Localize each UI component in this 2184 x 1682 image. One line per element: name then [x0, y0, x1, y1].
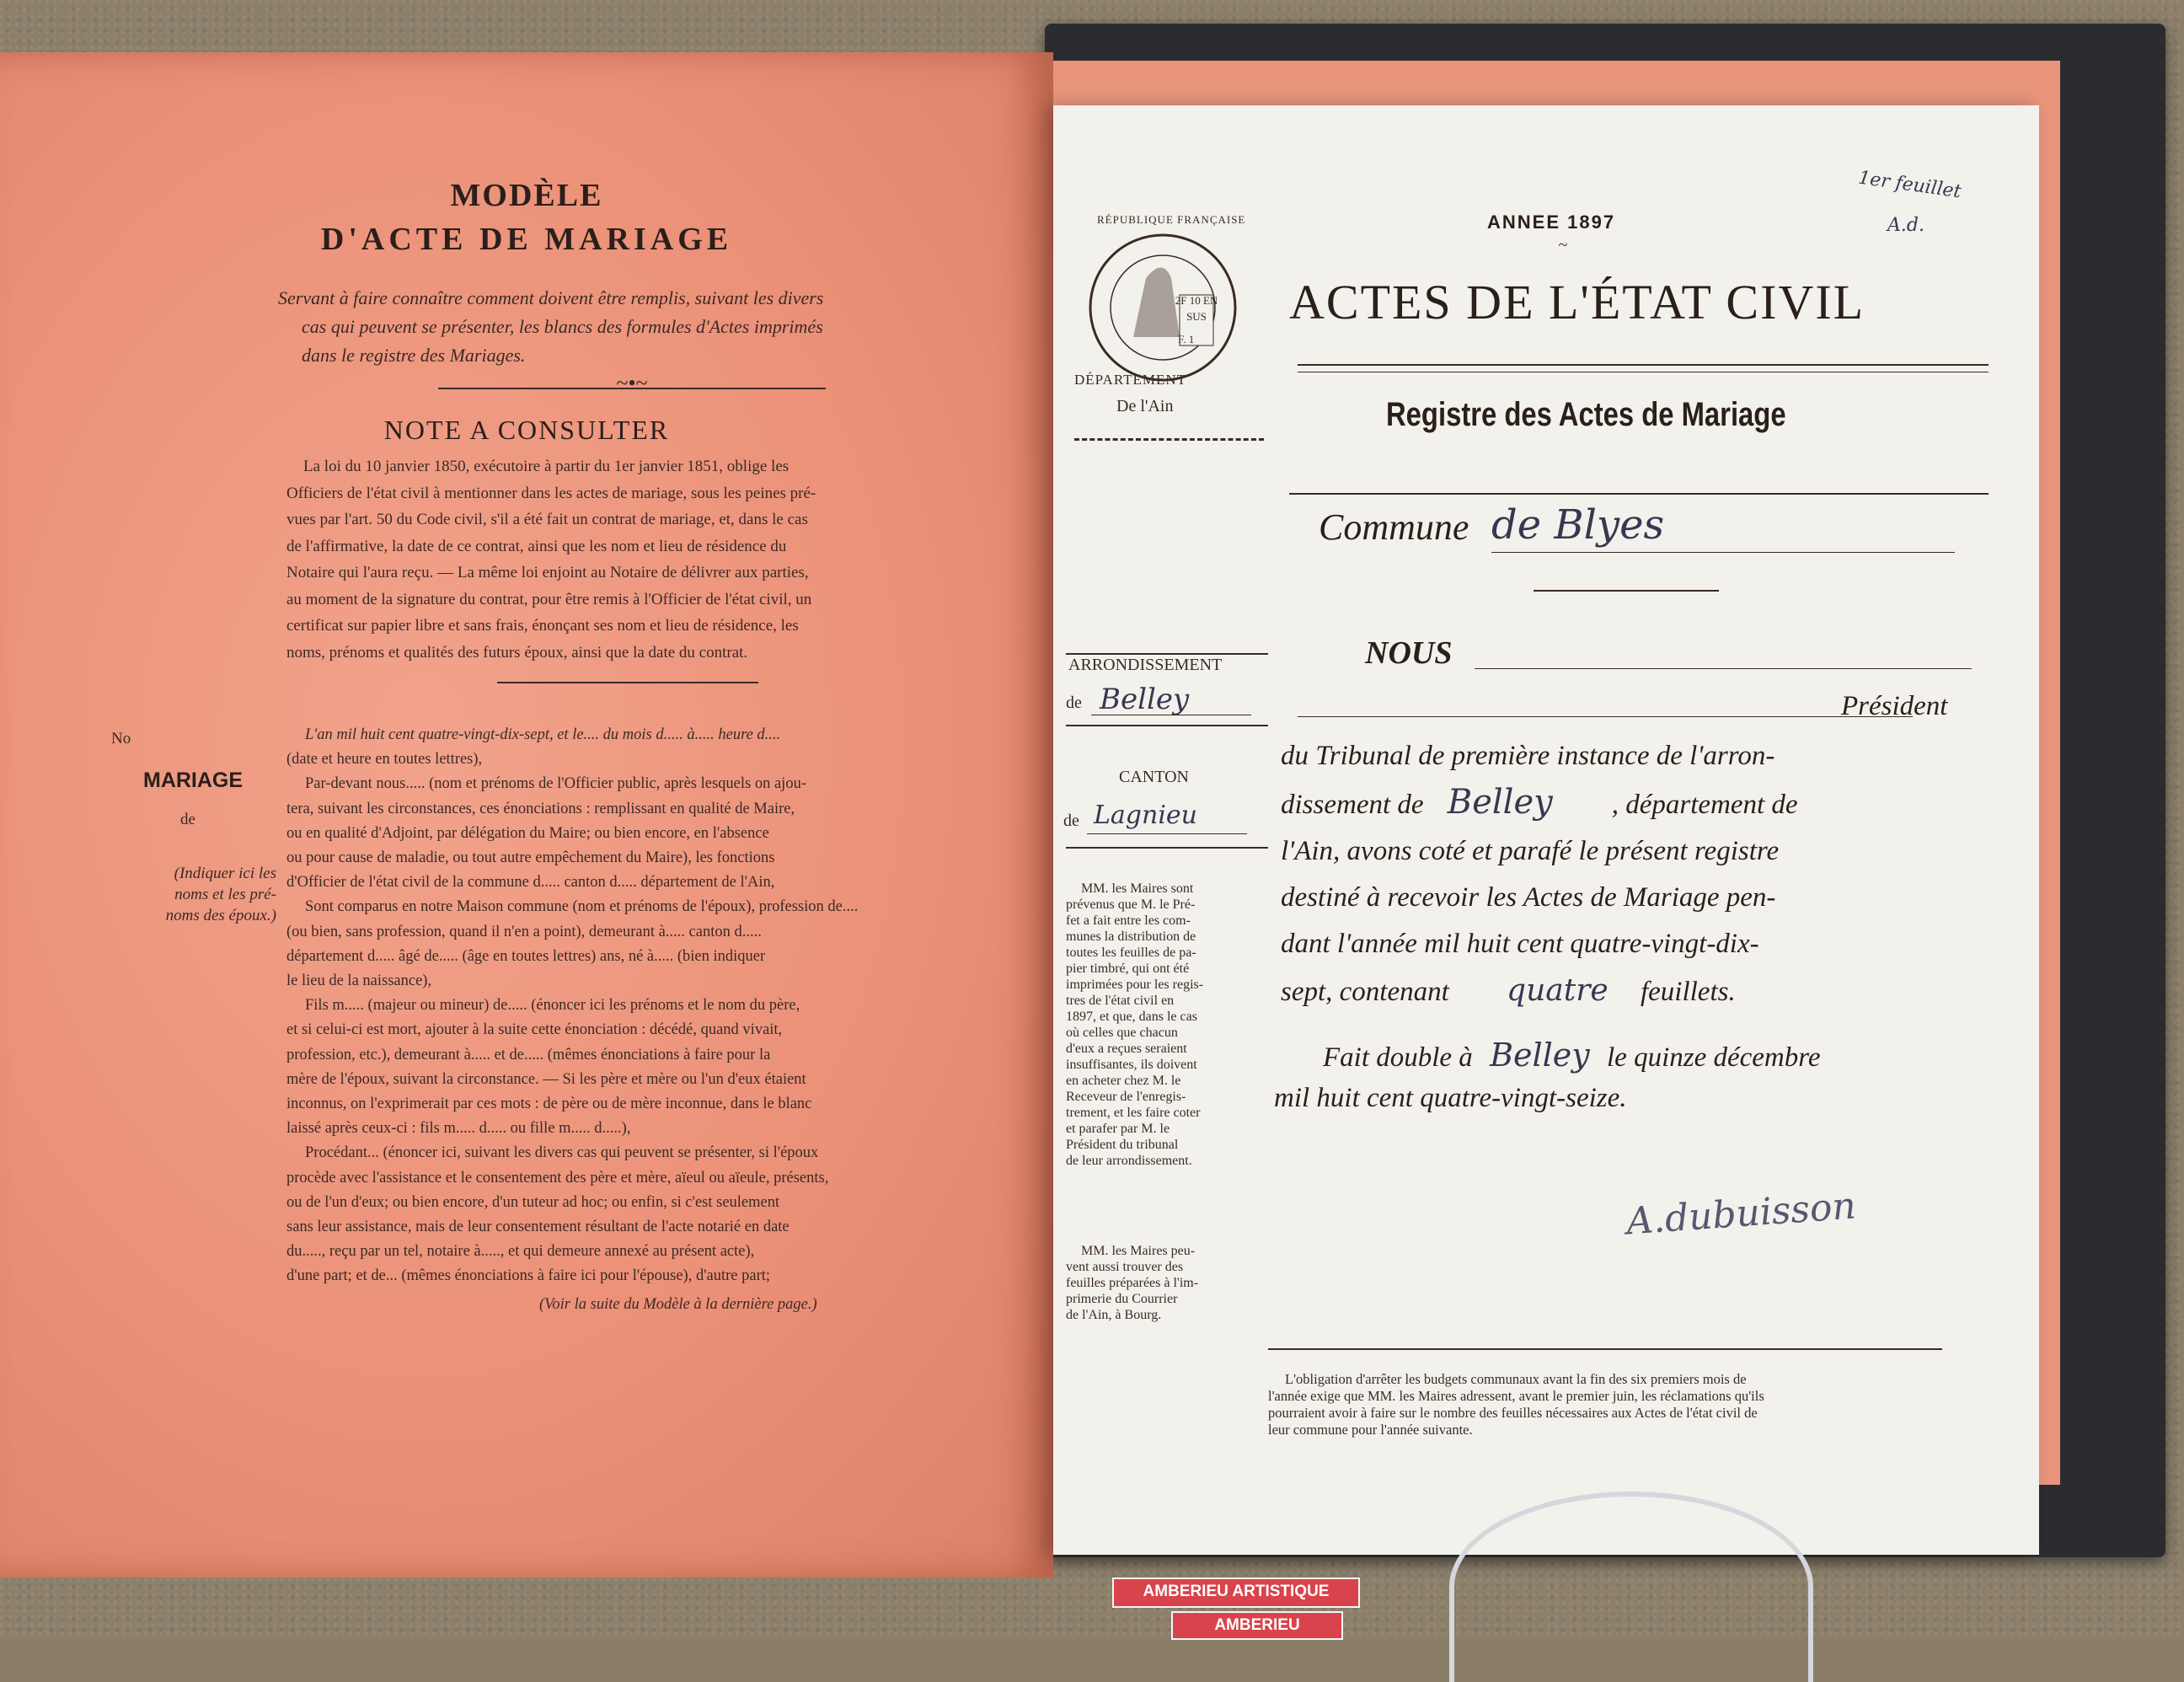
department-label: DÉPARTEMENT: [1074, 372, 1187, 388]
body-line: département d..... âgé de..... (âge en toutes lettres) ans, né à..... (bien indiquer: [286, 947, 766, 965]
arr-top-rule: [1066, 653, 1268, 655]
maires-line: de leur arrondissement.: [1066, 1154, 1192, 1168]
body-line: profession, etc.), demeurant à..... et de..... (mêmes énonciations à faire pour la: [286, 1046, 771, 1063]
maires-line: vent aussi trouver des: [1066, 1260, 1184, 1274]
text-line: du Tribunal de première instance de l'arron-: [1281, 741, 1775, 771]
maires-line: prévenus que M. le Pré-: [1066, 897, 1196, 912]
maires-note-2: [1066, 1243, 1268, 1323]
text-line: [1281, 779, 1984, 828]
footer-line: L'obligation d'arrêter les budgets communaux avant la fin des six premiers mois de: [1285, 1371, 1747, 1387]
footer-line: pourraient avoir à faire sur le nombre des feuilles nécessaires aux Actes de l'état civil de: [1268, 1405, 1758, 1421]
body-line: procède avec l'assistance et le consentement des père et mère, aïeul ou aïeule, présents,: [286, 1169, 829, 1187]
model-body: [286, 723, 994, 1317]
subtitle-line: cas qui peuvent se présenter, les blancs des formules d'Actes imprimés: [302, 316, 823, 337]
maires-line: et parafer par M. le: [1066, 1122, 1170, 1136]
text-fragment: dissement de: [1281, 790, 1424, 820]
maires-line: tres de l'état civil en: [1066, 994, 1175, 1008]
maires-line: toutes les feuilles de pa-: [1066, 945, 1196, 960]
note-line: La loi du 10 janvier 1850, exécutoire à partir du 1er janvier 1851, oblige les: [303, 458, 790, 475]
maires-line: trement, et les faire coter: [1066, 1106, 1201, 1120]
maires-line: de l'Ain, à Bourg.: [1066, 1308, 1162, 1322]
annotation-initials: A.d.: [1887, 215, 1924, 236]
year-header: ANNEE 1897: [1487, 212, 1616, 233]
note-line: de l'affirmative, la date de ce contrat, ainsi que les nom et lieu de résidence du: [286, 537, 787, 555]
registre-title: Registre des Actes de Mariage: [1386, 396, 1786, 433]
maires-line: Président du tribunal: [1066, 1138, 1179, 1152]
fait-label: Fait double à: [1323, 1042, 1473, 1073]
stamp-ring-text: RÉPUBLIQUE FRANÇAISE: [1097, 213, 1246, 226]
subtitle-block: [278, 284, 1003, 370]
ornament-1: ~•~: [616, 371, 648, 395]
body-line: Fils m..... (majeur ou mineur) de..... (énoncer ici les prénoms et le nom du père,: [305, 997, 800, 1015]
maires-line: pier timbré, qui ont été: [1066, 962, 1190, 976]
text-line: dant l'année mil huit cent quatre-vingt-dix-: [1281, 929, 1759, 959]
canton-rule: [1087, 833, 1247, 834]
body-line: Procédant... (énoncer ici, suivant les divers cas qui peuvent se présenter, si l'époux: [305, 1144, 819, 1162]
canton-de: de: [1063, 812, 1079, 830]
maires-line: où celles que chacun: [1066, 1026, 1178, 1040]
note-block: [286, 453, 1003, 666]
body-footer: (Voir la suite du Modèle à la dernière page.): [539, 1295, 817, 1313]
margin-note: [108, 863, 276, 926]
body-line: et si celui-ci est mort, ajouter à la suite cette énonciation : décédé, quand vivait,: [286, 1021, 783, 1039]
title-rule-1: [1298, 364, 1989, 366]
dept-rule: [1074, 438, 1264, 441]
arr-bottom-rule: [1066, 725, 1268, 726]
left-title-1: MODÈLE: [450, 178, 603, 213]
body-line: ou en qualité d'Adjoint, par délégation du Maire; ou bien encore, en l'absence: [286, 824, 769, 842]
text-fragment: , département de: [1611, 790, 1798, 820]
maires-line: MM. les Maires peu-: [1081, 1244, 1196, 1258]
arr-label: ARRONDISSEMENT: [1068, 656, 1223, 674]
note-line: vues par l'art. 50 du Code civil, s'il a été fait un contrat de mariage, et, dans le cas: [286, 511, 808, 528]
canton-handwritten: Lagnieu: [1094, 801, 1198, 830]
text-line: destiné à recevoir les Actes de Mariage pen-: [1281, 882, 1776, 913]
maires-line: primerie du Courrier: [1066, 1292, 1178, 1306]
maires-line: d'eux a reçues seraient: [1066, 1042, 1187, 1056]
maires-line: 1897, et que, dans le cas: [1066, 1010, 1197, 1024]
body-line: laissé après ceux-ci : fils m..... d..... ou fille m..... d.....),: [286, 1120, 631, 1138]
handwritten-quatre: quatre: [1507, 973, 1609, 1008]
text-fragment: sept, contenant: [1281, 977, 1449, 1007]
maires-line: feuilles préparées à l'im-: [1066, 1276, 1199, 1290]
main-title: ACTES DE L'ÉTAT CIVIL: [1289, 275, 1866, 329]
maires-line: fet a fait entre les com-: [1066, 913, 1191, 928]
maires-line: en acheter chez M. le: [1066, 1074, 1181, 1088]
commune-label: Commune: [1319, 506, 1469, 548]
ornament-rule-2: [497, 682, 758, 683]
registre-rule: [1289, 493, 1989, 495]
margin-note-line: noms et les pré-: [174, 886, 276, 903]
body-line: (ou bien, sans profession, quand il n'en a point), demeurant à..... canton d.....: [286, 923, 762, 940]
note-line: noms, prénoms et qualités des futurs époux, ainsi que la date du contrat.: [286, 643, 748, 662]
note-line: Notaire qui l'aura reçu. — La même loi enjoint au Notaire de délivrer aux parties,: [286, 564, 809, 581]
text-line: l'Ain, avons coté et parafé le présent registre: [1281, 836, 1780, 866]
body-line: L'an mil huit cent quatre-vingt-dix-sept, et le.... du mois d..... à..... heure d....: [305, 726, 781, 743]
maires-line: insuffisantes, ils doivent: [1066, 1058, 1197, 1072]
archive-tab-2: AMBERIEU: [1171, 1611, 1343, 1640]
footer-line: l'année exige que MM. les Maires adressent, avant le premier juin, les réclamations qu'ils: [1268, 1388, 1764, 1404]
margin-note-line: noms des époux.): [165, 907, 276, 924]
stamp-f: F. 1: [1178, 333, 1195, 346]
note-line: Officiers de l'état civil à mentionner dans les actes de mariage, sous les peines pré-: [286, 484, 816, 502]
body-line: mère de l'époux, suivant la circonstance. — Si les père et mère ou l'un d'eux étaient: [286, 1070, 806, 1088]
body-line: inconnus, on l'exprimerait par ces mots : de père ou de mère inconnue, dans le blanc: [286, 1095, 812, 1113]
text-fragment: feuillets.: [1640, 977, 1736, 1007]
body-line: ou de l'un d'eux; ou bien encore, d'un tuteur ad hoc; ou enfin, si c'est seulement: [286, 1193, 780, 1211]
department-name: De l'Ain: [1116, 397, 1174, 415]
left-page: [0, 52, 1053, 1578]
footer-note: [1268, 1371, 1951, 1438]
stamp-value: 2F 10 EN SUS: [1175, 294, 1218, 323]
text-line: [1281, 967, 1984, 1015]
margin-mariage: MARIAGE: [143, 769, 244, 792]
footer-line: leur commune pour l'année suivante.: [1268, 1422, 1473, 1438]
subtitle-line: dans le registre des Mariages.: [302, 345, 526, 366]
note-line: au moment de la signature du contrat, pour être remis à l'Officier de l'état civil, un: [286, 590, 812, 608]
nous-rule: [1475, 668, 1972, 669]
nous-label: NOUS: [1365, 635, 1453, 671]
arr-de: de: [1066, 694, 1082, 712]
annotation-feuillet: 1er feuillet: [1856, 167, 1962, 203]
commune-short-rule: [1534, 590, 1719, 592]
president-label: Président: [1841, 691, 1948, 721]
maires-note-1: [1066, 881, 1268, 1169]
signature: A.dubuisson: [1625, 1184, 1858, 1244]
main-text: [1281, 733, 1984, 1015]
canton-label: CANTON: [1119, 768, 1189, 786]
name-rule: [1298, 716, 1913, 717]
commune-rule: [1491, 552, 1955, 553]
arr-handwritten: Belley: [1100, 683, 1190, 716]
note-line: certificat sur papier libre et sans frais, énonçant ses nom et lieu de résidence, les: [286, 617, 799, 635]
maires-line: munes la distribution de: [1066, 929, 1196, 944]
body-line: tera, suivant les circonstances, ces énonciations : remplissant en qualité de Maire,: [286, 800, 795, 817]
margin-de: de: [180, 811, 195, 828]
body-line: sans leur assistance, mais de leur consentement résultant de l'acte notarié en date: [286, 1219, 790, 1236]
body-line: le lieu de la naissance),: [286, 972, 432, 990]
canton-bottom-rule: [1066, 847, 1268, 849]
footer-rule: [1268, 1348, 1942, 1350]
margin-note-line: (Indiquer ici les: [174, 865, 276, 882]
handwritten-belley: Belley: [1447, 783, 1553, 822]
handwritten-belley-2: Belley: [1490, 1037, 1590, 1074]
maires-line: imprimées pour les regis-: [1066, 978, 1204, 992]
body-line: Par-devant nous..... (nom et prénoms de l'Officier public, après lesquels on ajou-: [305, 775, 806, 793]
maires-line: MM. les Maires sont: [1081, 881, 1194, 896]
body-line: du....., reçu par un tel, notaire à....., et qui demeure annexé au présent acte),: [286, 1243, 755, 1261]
fait-line: [1323, 1037, 1997, 1074]
date-line-2: mil huit cent quatre-vingt-seize.: [1274, 1083, 1627, 1113]
left-title-2: D'ACTE DE MARIAGE: [320, 222, 733, 257]
maires-line: Receveur de l'enregis-: [1066, 1090, 1186, 1104]
body-line: d'une part; et de... (mêmes énonciations à faire ici pour l'épouse), d'autre part;: [286, 1267, 771, 1285]
margin-no: No: [111, 730, 131, 747]
archive-tab: AMBERIEU ARTISTIQUE: [1112, 1578, 1360, 1608]
body-line: ou pour cause de maladie, ou tout autre empêchement du Maire), les fonctions: [286, 849, 775, 867]
body-line: Sont comparus en notre Maison commune (nom et prénoms de l'époux), profession de....: [305, 898, 859, 916]
year-ornament: ~: [1558, 236, 1568, 254]
right-page: [1053, 105, 2039, 1555]
binding-string: [1449, 1492, 1813, 1682]
subtitle-line: Servant à faire connaître comment doivent être remplis, suivant les divers: [278, 287, 824, 308]
body-line: d'Officier de l'état civil de la commune d..... canton d..... département de l'Ain,: [286, 874, 775, 892]
note-title: NOTE A CONSULTER: [383, 415, 670, 445]
body-line: (date et heure en toutes lettres),: [286, 751, 483, 769]
commune-handwritten: de Blyes: [1491, 501, 1665, 549]
date-text: le quinze décembre: [1607, 1042, 1821, 1073]
